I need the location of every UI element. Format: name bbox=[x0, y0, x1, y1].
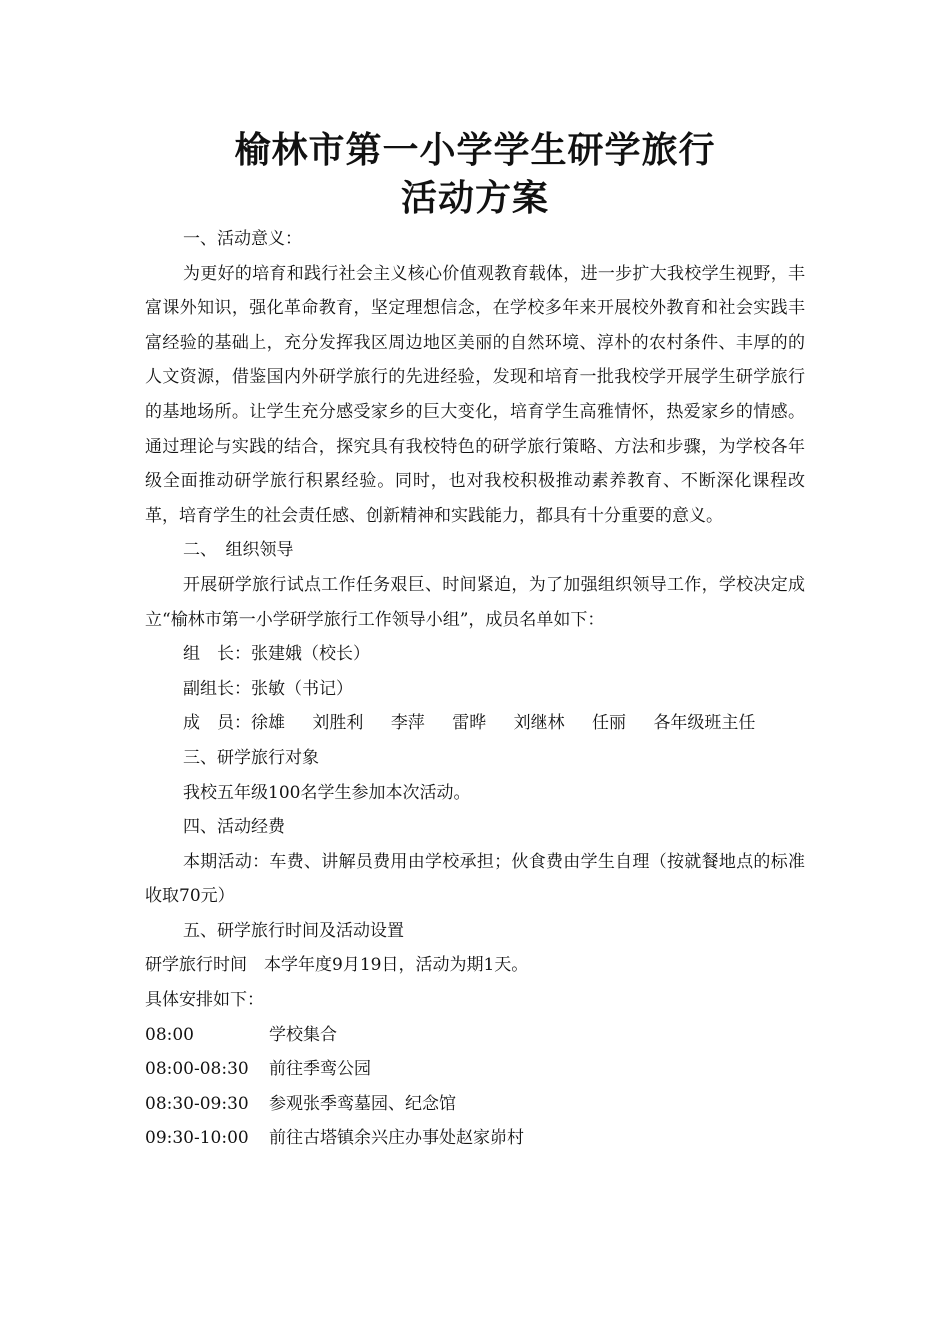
member-name: 各年级班主任 bbox=[653, 713, 756, 734]
member-name: 刘胜利 bbox=[312, 713, 364, 734]
schedule-activity: 参观张季鸾墓园、纪念馆 bbox=[269, 1093, 456, 1114]
leader-line: 组 长：张建娥（校长） bbox=[183, 644, 370, 665]
schedule-row bbox=[145, 1087, 805, 1122]
schedule-time: 08:30-09:30 bbox=[145, 1093, 249, 1114]
deputy-line: 副组长：张敏（书记） bbox=[183, 678, 353, 699]
members-label: 成 员：徐雄 bbox=[183, 713, 285, 734]
member-name: 任丽 bbox=[592, 713, 627, 734]
paragraph-funding: 本期活动：车费、讲解员费用由学校承担；伙食费由学生自理（按就餐地点的标准收取70元） bbox=[145, 851, 805, 907]
section-heading-funding: 四、活动经费 bbox=[183, 817, 285, 838]
document-title-line-1: 榆林市第一小学学生研学旅行 bbox=[234, 129, 716, 171]
members-line bbox=[145, 706, 805, 741]
member-name: 雷晔 bbox=[452, 713, 487, 734]
schedule-time: 08:00 bbox=[145, 1024, 194, 1045]
paragraph-significance: 为更好的培育和践行社会主义核心价值观教育载体，进一步扩大我校学生视野，丰富课外知识，强化革命教育，坚定理想信念，在学校多年来开展校外教育和社会实践丰富经验的基础上，充分发挥我区周边地区美丽的自然环境、淳朴的农村条件、丰厚的的人文资源，借鉴国内外研学旅行的先进经验，发现和培育一批我校学开展学生研学旅行的基地场所。让学生充分感受家乡的巨大变化，培育学生高雅情怀，热爱家乡的情感。通过理论与实践的结合，探究具有我校特色的研学旅行策略、方法和步骤，为学校各年级全面推动研学旅行积累经验。同时，也对我校积极推动素养教育、不断深化课程改革，培育学生的社会责任感、创新精神和实践能力，都具有十分重要的意义。 bbox=[145, 263, 805, 526]
section-heading-significance: 一、活动意义： bbox=[183, 229, 302, 249]
paragraph-leadership: 开展研学旅行试点工作任务艰巨、时间紧迫，为了加强组织领导工作，学校决定成立“榆林市第一小学研学旅行工作领导小组”，成员名单如下： bbox=[145, 574, 805, 630]
document-title-line-2: 活动方案 bbox=[400, 177, 549, 219]
section-heading-leadership: 二、 组织领导 bbox=[183, 540, 294, 561]
document-body bbox=[145, 222, 805, 1156]
member-name: 李萍 bbox=[390, 713, 425, 734]
arrangement-intro: 具体安排如下： bbox=[145, 990, 264, 1011]
schedule-row bbox=[145, 1052, 805, 1087]
schedule-row bbox=[145, 1121, 805, 1156]
paragraph-participants: 我校五年级100名学生参加本次活动。 bbox=[183, 782, 471, 803]
schedule-activity: 前往古塔镇余兴庄办事处赵家峁村 bbox=[269, 1128, 524, 1149]
schedule-time: 08:00-08:30 bbox=[145, 1059, 249, 1080]
section-heading-participants: 三、研学旅行对象 bbox=[183, 747, 319, 768]
schedule-activity: 学校集合 bbox=[269, 1024, 337, 1045]
schedule-row bbox=[145, 1018, 805, 1053]
member-name: 刘继林 bbox=[513, 713, 565, 734]
trip-time-line: 研学旅行时间 本学年度9月19日，活动为期1天。 bbox=[145, 955, 529, 976]
schedule-time: 09:30-10:00 bbox=[145, 1128, 249, 1149]
schedule-activity: 前往季鸾公园 bbox=[269, 1059, 371, 1080]
section-heading-schedule: 五、研学旅行时间及活动设置 bbox=[183, 920, 404, 941]
